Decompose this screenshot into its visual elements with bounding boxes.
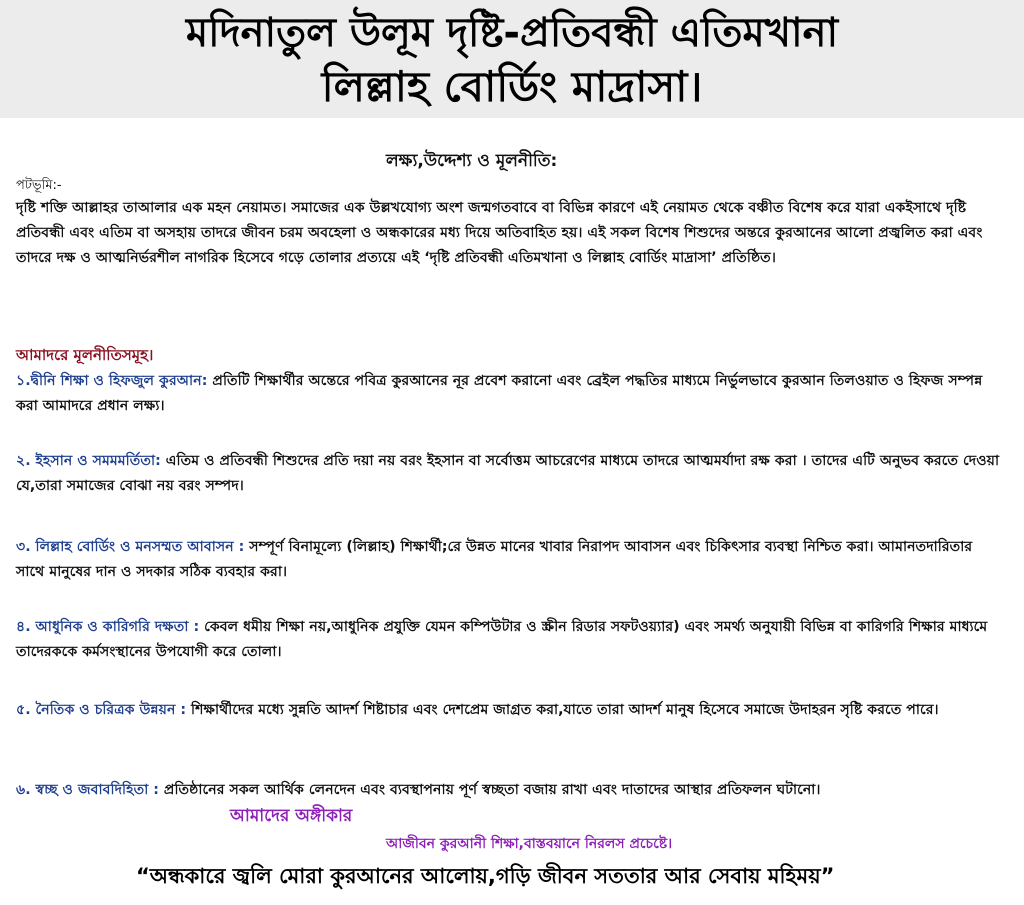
background-label: পটভূমি:- <box>16 178 62 193</box>
principle-heading: ৩. লিল্লাহ বোর্ডিং ও মনসম্মত আবাসন : <box>16 539 245 555</box>
principle-heading: ৪. আধুনিক ও কারিগরি দক্ষতা : <box>16 619 200 635</box>
principle-item <box>16 778 1002 803</box>
pledge-title: আমাদের অঙ্গীকার <box>230 806 353 826</box>
section-title: লক্ষ্য,উদ্দেশ্য ও মূলনীতি: <box>386 151 558 171</box>
principle-heading: ২. ইহসান ও সমমমর্তিতা: <box>16 453 161 469</box>
principle-item <box>16 615 1002 665</box>
principle-heading: ১.দ্বীনি শিক্ষা ও হিফজুল কুরআন: <box>16 373 208 389</box>
principle-text: এতিম ও প্রতিবন্ধী শিশুদের প্রতি দয়া নয় বরং ইহসান বা সর্বোত্তম আচরেণের মাধ্যমে তাদরে আত্মমর্যাদা রক্ষ করা । তাদের এটি অনুভব করতে দেওয়া যে,তারা সমাজের বোঝা নয় বরং সম্পদ। <box>16 453 1000 494</box>
principle-item <box>16 449 1002 499</box>
principle-text: কেবল ধমীয় শিক্ষা নয়,আধুনিক প্রযুক্তি যেমন কম্পিউটার ও স্ক্রীন রিডার সফটওয়্যার) এবং সমর্থ্য অনুযায়ী বিভিন্ন বা কারিগরি শিক্ষার মাধ্যমে তাদেরককে কর্মসংস্থানের উপযোগী করে তোলা। <box>16 619 988 660</box>
principle-text: সম্পূর্ণ বিনামূল্যে (লিল্লাহ) শিক্ষার্থী;রে উন্নত মানের খাবার নিরাপদ আবাসন এবং চিকিৎসার ব্যবস্থা নিশ্চিত করা। আমানতদারিতার সাথে মানুষের দান ও সদকার সঠিক ব্যবহার করা। <box>16 539 973 580</box>
principle-item <box>16 535 1002 585</box>
principle-item <box>16 369 1002 419</box>
header-banner <box>0 0 1024 118</box>
pledge-text: আজীবন কুরআনী শিক্ষা,বাস্তবয়ানে নিরলস প্রচেষ্টে। <box>386 836 673 852</box>
principle-heading: ৬. স্বচ্ছ ও জবাবদিহিতা : <box>16 782 159 798</box>
principle-text: শিক্ষার্থীদের মধ্যে সুন্নতি আদর্শ শিষ্টাচার এবং দেশপ্রেম জাগ্রত করা,যাতে তারা আদর্শ মানুষ হিসেবে সমাজে উদাহরন সৃষ্টি করতে পারে। <box>186 702 939 718</box>
principle-heading: ৫. নৈতিক ও চরিত্রক উন্নয়ন : <box>16 702 187 718</box>
title-line-2: লিল্লাহ বোর্ডিং মাদ্রাসা। <box>321 62 703 111</box>
title-line-1: মদিনাতুল উলূম দৃষ্টি-প্রতিবন্ধী এতিমখানা <box>185 10 839 56</box>
principle-item <box>16 698 1002 723</box>
background-paragraph: দৃষ্টি শক্তি আল্লাহর তাআলার এক মহন নেয়ামত। সমাজের এক উল্লখযোগ্য অংশ জন্মগতবাবে বা বিভিন্ন কারণে এই নেয়ামত থেকে বঞ্চীত বিশেষ করে যারা একইসাথে দৃষ্টি প্রতিবন্ধী এবং এতিম বা অসহায় তাদরে জীবন চরম অবহেলা ও অন্ধকারের মধ্য দিয়ে অতিবাহিত হয়। এই সকল বিশেষ শিশুদের অন্তরে কুরআনের আলো প্রজ্বলিত করা এবং তাদরে দক্ষ ও আত্মনির্ভরশীল নাগরিক হিসেবে গড়ে তোলার প্রত্যয়ে এই ‘দৃষ্টি প্রতিবন্ধী এতিমখানা ও লিল্লাহ বোর্ডিং মাদ্রাসা’ প্রতিষ্ঠিত। <box>16 200 983 266</box>
principle-text: প্রতিটি শিক্ষার্থীর অন্তেরে পবিত্র কুরআনের নূর প্রবেশ করানো এবং ব্রেইল পদ্ধতির মাধ্যমে নির্ভুলভাবে কুরআন তিলওয়াত ও হিফজ সম্পন্ন করা আমাদরে প্রধান লক্ষ্য। <box>16 373 983 414</box>
motto-quote: “অন্ধকারে জ্বলি মোরা কুরআনের আলোয়,গড়ি জীবন সততার আর সেবায় মহিময়” <box>136 864 835 888</box>
principle-text: প্রতিষ্ঠানের সকল আর্থিক লেনদেন এবং ব্যবস্থাপনায় পূর্ণ স্বচ্ছতা বজায় রাখা এবং দাতাদের আস্থার প্রতিফলন ঘটানো। <box>158 782 821 798</box>
principles-title: আমাদরে মূলনীতিসমূহ। <box>16 346 154 364</box>
